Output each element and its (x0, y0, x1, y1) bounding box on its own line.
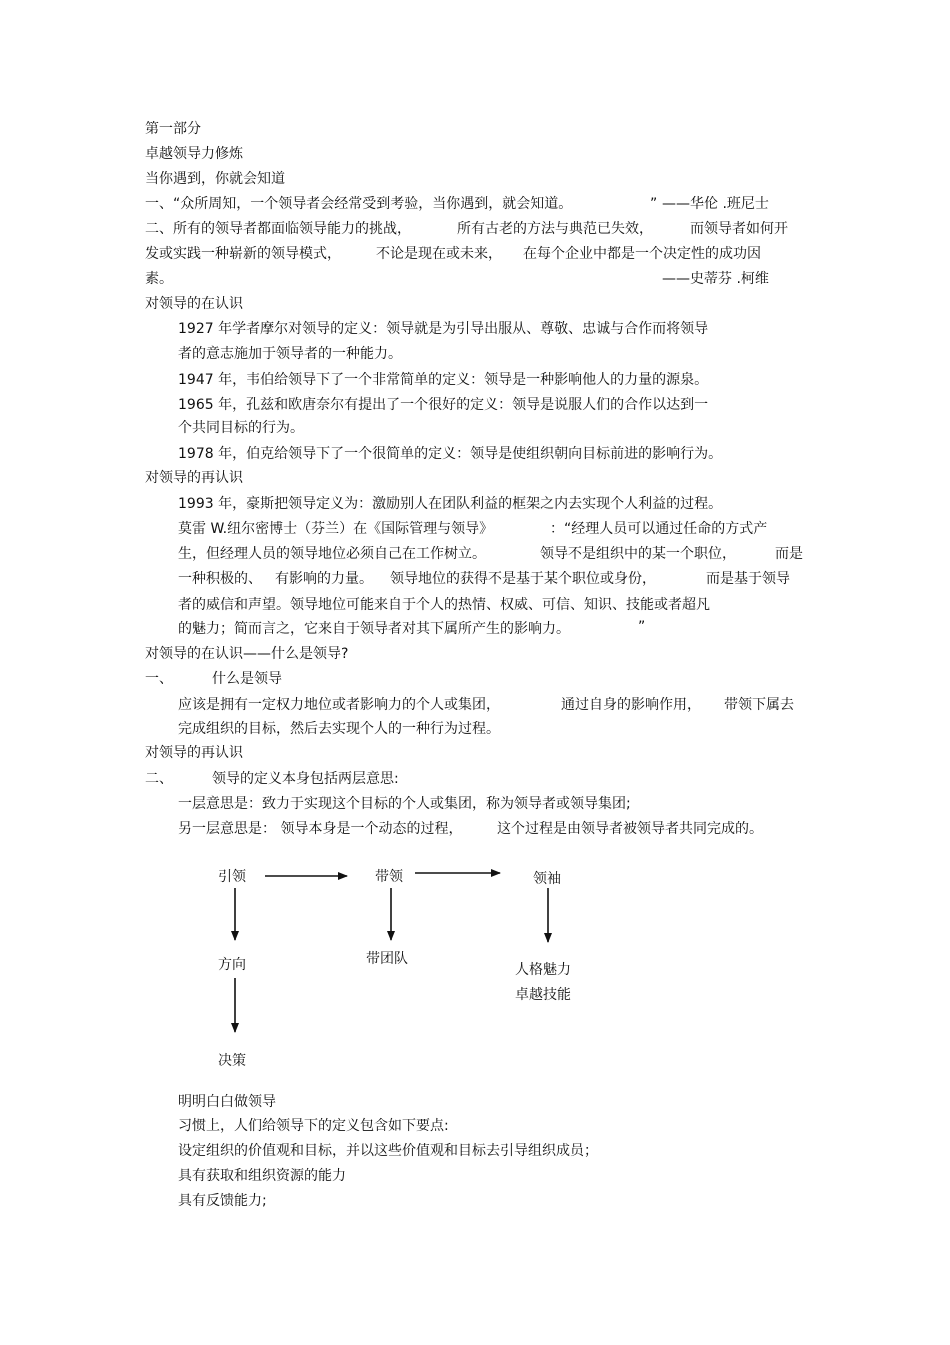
murray-quote-line-2c: 而是 (775, 546, 803, 562)
definition-1965-line-1: 1965 年，孔兹和欧唐奈尔有提出了一个很好的定义：领导是说服人们的合作以达到一 (178, 397, 709, 413)
quote-1-author: ——华伦 .班尼士 (662, 196, 769, 212)
murray-quote-line-5b: ” (638, 619, 646, 635)
tail-line-4: 具有获取和组织资源的能力 (178, 1168, 346, 1184)
item-number-2: 二、 (145, 771, 173, 787)
murray-quote-line-1a: 莫雷 W.纽尔密博士（芬兰）在《国际管理与领导》 (178, 521, 494, 537)
murray-quote-line-3d: 而是基于领导 (706, 571, 790, 587)
quote-2-line-1b: 所有古老的方法与典范已失效， (457, 221, 653, 237)
quote-2-line-1a: 二、所有的领导者都面临领导能力的挑战， (145, 221, 411, 237)
quote-2-line-3: 素。 (145, 271, 173, 287)
tail-line-2: 习惯上，人们给领导下的定义包含如下要点: (178, 1118, 449, 1134)
tail-line-5: 具有反馈能力; (178, 1193, 267, 1209)
what-is-line-2: 完成组织的目标，然后去实现个人的一种行为过程。 (178, 721, 500, 737)
item-number-1: 一、 (145, 671, 173, 687)
murray-quote-line-1b: ：“经理人员可以通过任命的方式产 (550, 521, 768, 537)
node-lingxiu: 领袖 (533, 871, 561, 887)
section-heading-what-is-leadership: 对领导的在认识——什么是领导? (145, 646, 349, 662)
murray-quote-line-3b: 有影响的力量。 (275, 571, 373, 587)
definition-1993: 1993 年，豪斯把领导定义为：激励别人在团队利益的框架之内去实现个人利益的过程。 (178, 496, 723, 512)
tail-heading: 明明白白做领导 (178, 1094, 276, 1110)
what-is-line-1a: 应该是拥有一定权力地位或者影响力的个人或集团， (178, 697, 500, 713)
murray-quote-line-4: 者的威信和声望。领导地位可能来自于个人的热情、权威、可信、知识、技能或者超凡 (178, 597, 710, 613)
node-zhuoyue-jineng: 卓越技能 (515, 987, 571, 1003)
node-yinling: 引领 (218, 869, 246, 885)
tail-line-3: 设定组织的价值观和目标，并以这些价值观和目标去引导组织成员； (178, 1143, 598, 1159)
murray-quote-line-5a: 的魅力；简而言之，它来自于领导者对其下属所产生的影响力。 (178, 621, 570, 637)
quote-2-line-2c: 在每个企业中都是一个决定性的成功因 (523, 246, 761, 262)
section-heading-recognition-3: 对领导的再认识 (145, 745, 243, 761)
quote-2-line-2b: 不论是现在或未来， (376, 246, 502, 262)
quote-2-line-1c: 而领导者如何开 (690, 221, 788, 237)
what-is-line-1c: 带领下属去 (724, 697, 794, 713)
murray-quote-line-2b: 领导不是组织中的某一个职位， (540, 546, 736, 562)
definition-1927-line-2: 者的意志施加于领导者的一种能力。 (178, 346, 402, 362)
meaning-2b: 这个过程是由领导者被领导者共同完成的。 (497, 821, 763, 837)
meaning-1: 一层意思是：致力于实现这个目标的个人或集团，称为领导者或领导集团; (178, 796, 631, 812)
part-label: 第一部分 (145, 121, 201, 137)
node-fangxiang: 方向 (218, 957, 246, 973)
murray-quote-line-3a: 一种积极的、 (178, 571, 262, 587)
node-dailing: 带领 (375, 869, 403, 885)
node-daituandui: 带团队 (366, 951, 408, 967)
quote-2-line-2a: 发或实践一种崭新的领导模式， (145, 246, 341, 262)
murray-quote-line-2a: 生，但经理人员的领导地位必须自己在工作树立。 (178, 546, 486, 562)
definition-1965-line-2: 个共同目标的行为。 (178, 420, 304, 436)
item-title-what-is-leadership: 什么是领导 (212, 671, 282, 687)
section-heading-recognition-1: 对领导的在认识 (145, 296, 243, 312)
node-renge-meili: 人格魅力 (515, 962, 571, 978)
meaning-2a: 另一层意思是： 领导本身是一个动态的过程， (178, 821, 463, 837)
quote-1-close: ” (650, 196, 658, 212)
node-juece: 决策 (218, 1053, 246, 1069)
document-subtitle: 当你遇到，你就会知道 (145, 171, 285, 187)
document-title: 卓越领导力修炼 (145, 146, 243, 162)
item-title-two-meanings: 领导的定义本身包括两层意思: (212, 771, 399, 787)
murray-quote-line-3c: 领导地位的获得不是基于某个职位或身份， (390, 571, 656, 587)
quote-1-text: 一、“众所周知，一个领导者会经常受到考验，当你遇到，就会知道。 (145, 196, 573, 212)
definition-1947: 1947 年，韦伯给领导下了一个非常简单的定义：领导是一种影响他人的力量的源泉。 (178, 372, 709, 388)
definition-1978: 1978 年，伯克给领导下了一个很简单的定义：领导是使组织朝向目标前进的影响行为。 (178, 446, 723, 462)
quote-2-author: ——史蒂芬 .柯维 (662, 271, 769, 287)
what-is-line-1b: 通过自身的影响作用， (561, 697, 701, 713)
definition-1927-line-1: 1927 年学者摩尔对领导的定义：领导就是为引导出服从、尊敬、忠诚与合作而将领导 (178, 321, 709, 337)
section-heading-recognition-2: 对领导的再认识 (145, 470, 243, 486)
